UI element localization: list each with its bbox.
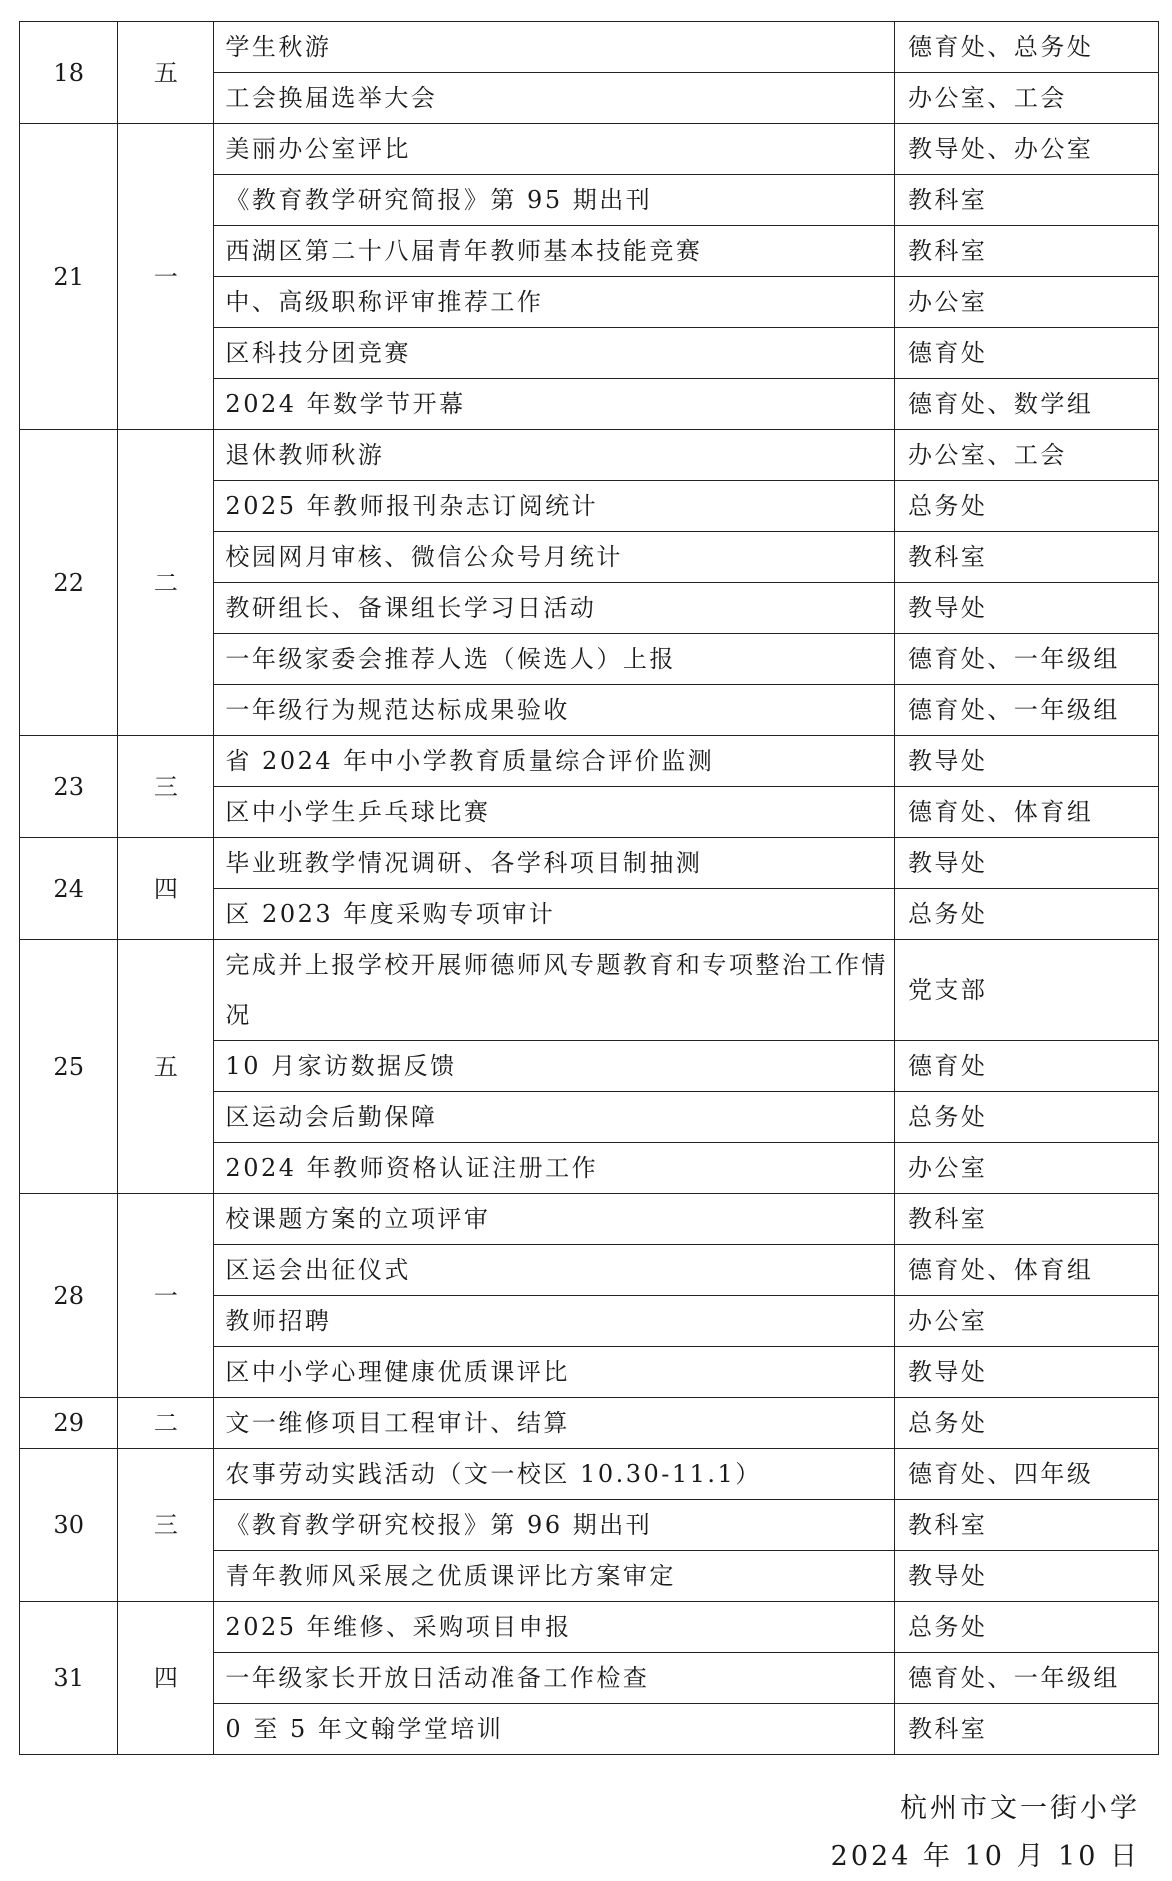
department-cell: 总务处 [894,1602,1158,1653]
table-row [20,430,1159,481]
task-cell: 《教育教学研究简报》第 95 期出刊 [214,175,895,226]
task-cell: 中、高级职称评审推荐工作 [214,277,895,328]
department-cell: 教科室 [894,1500,1158,1551]
department-cell: 总务处 [894,1398,1158,1449]
task-cell: 教研组长、备课组长学习日活动 [214,583,895,634]
department-cell: 教科室 [894,1704,1158,1755]
department-cell: 办公室 [894,277,1158,328]
table-row [20,940,1159,1041]
task-cell: 美丽办公室评比 [214,124,895,175]
task-cell: 2024 年数学节开幕 [214,379,895,430]
department-cell: 教科室 [894,226,1158,277]
task-cell: 一年级家委会推荐人选（候选人）上报 [214,634,895,685]
date-cell: 29 [20,1398,118,1449]
task-cell: 10 月家访数据反馈 [214,1041,895,1092]
date-cell: 24 [20,838,118,940]
task-cell: 2024 年教师资格认证注册工作 [214,1143,895,1194]
schedule-table [19,21,1159,1755]
date-cell: 22 [20,430,118,736]
table-row [20,1194,1159,1245]
table-row [20,838,1159,889]
department-cell: 办公室、工会 [894,430,1158,481]
task-cell: 省 2024 年中小学教育质量综合评价监测 [214,736,895,787]
task-cell: 区运会出征仪式 [214,1245,895,1296]
department-cell: 办公室 [894,1296,1158,1347]
department-cell: 教导处 [894,583,1158,634]
weekday-cell: 三 [118,1449,214,1602]
weekday-cell: 五 [118,22,214,124]
weekday-cell: 三 [118,736,214,838]
department-cell: 教导处 [894,1551,1158,1602]
department-cell: 党支部 [894,940,1158,1041]
weekday-cell: 二 [118,1398,214,1449]
department-cell: 教科室 [894,175,1158,226]
table-row [20,1602,1159,1653]
task-cell: 文一维修项目工程审计、结算 [214,1398,895,1449]
task-cell: 青年教师风采展之优质课评比方案审定 [214,1551,895,1602]
table-row [20,124,1159,175]
task-cell: 退休教师秋游 [214,430,895,481]
task-cell: 2025 年教师报刊杂志订阅统计 [214,481,895,532]
table-row [20,22,1159,73]
schedule-body [20,22,1159,1755]
task-cell: 学生秋游 [214,22,895,73]
task-cell: 0 至 5 年文翰学堂培训 [214,1704,895,1755]
task-cell: 区科技分团竞赛 [214,328,895,379]
weekday-cell: 五 [118,940,214,1194]
department-cell: 德育处、体育组 [894,1245,1158,1296]
department-cell: 德育处、体育组 [894,787,1158,838]
weekday-cell: 二 [118,430,214,736]
task-cell: 2025 年维修、采购项目申报 [214,1602,895,1653]
department-cell: 德育处、一年级组 [894,685,1158,736]
department-cell: 德育处、一年级组 [894,634,1158,685]
task-cell: 区运动会后勤保障 [214,1092,895,1143]
department-cell: 总务处 [894,1092,1158,1143]
department-cell: 德育处、四年级 [894,1449,1158,1500]
department-cell: 德育处 [894,1041,1158,1092]
date-cell: 25 [20,940,118,1194]
school-name: 杭州市文一街小学 [900,1793,1140,1824]
department-cell: 德育处 [894,328,1158,379]
department-cell: 教科室 [894,532,1158,583]
task-cell: 区 2023 年度采购专项审计 [214,889,895,940]
date-cell: 18 [20,22,118,124]
footer [831,1785,1140,1881]
department-cell: 教导处、办公室 [894,124,1158,175]
department-cell: 德育处、一年级组 [894,1653,1158,1704]
task-cell: 西湖区第二十八届青年教师基本技能竞赛 [214,226,895,277]
task-cell: 工会换届选举大会 [214,73,895,124]
department-cell: 教导处 [894,838,1158,889]
task-cell: 一年级行为规范达标成果验收 [214,685,895,736]
department-cell: 德育处、总务处 [894,22,1158,73]
department-cell: 教科室 [894,1194,1158,1245]
department-cell: 教导处 [894,1347,1158,1398]
department-cell: 总务处 [894,889,1158,940]
task-cell: 毕业班教学情况调研、各学科项目制抽测 [214,838,895,889]
table-row [20,1398,1159,1449]
date-cell: 31 [20,1602,118,1755]
department-cell: 德育处、数学组 [894,379,1158,430]
weekday-cell: 一 [118,1194,214,1398]
date-cell: 28 [20,1194,118,1398]
task-cell: 校课题方案的立项评审 [214,1194,895,1245]
task-cell: 区中小学心理健康优质课评比 [214,1347,895,1398]
weekday-cell: 四 [118,1602,214,1755]
weekday-cell: 四 [118,838,214,940]
date-cell: 23 [20,736,118,838]
table-row [20,1449,1159,1500]
issue-date: 2024 年 10 月 10 日 [830,1841,1140,1872]
department-cell: 教导处 [894,736,1158,787]
task-cell: 区中小学生乒乓球比赛 [214,787,895,838]
task-cell: 完成并上报学校开展师德师风专题教育和专项整治工作情况 [214,940,895,1041]
task-cell: 教师招聘 [214,1296,895,1347]
weekday-cell: 一 [118,124,214,430]
task-cell: 《教育教学研究校报》第 96 期出刊 [214,1500,895,1551]
task-cell: 一年级家长开放日活动准备工作检查 [214,1653,895,1704]
department-cell: 办公室 [894,1143,1158,1194]
task-cell: 农事劳动实践活动（文一校区 10.30-11.1） [214,1449,895,1500]
department-cell: 办公室、工会 [894,73,1158,124]
task-cell: 校园网月审核、微信公众号月统计 [214,532,895,583]
date-cell: 21 [20,124,118,430]
department-cell: 总务处 [894,481,1158,532]
date-cell: 30 [20,1449,118,1602]
table-row [20,736,1159,787]
